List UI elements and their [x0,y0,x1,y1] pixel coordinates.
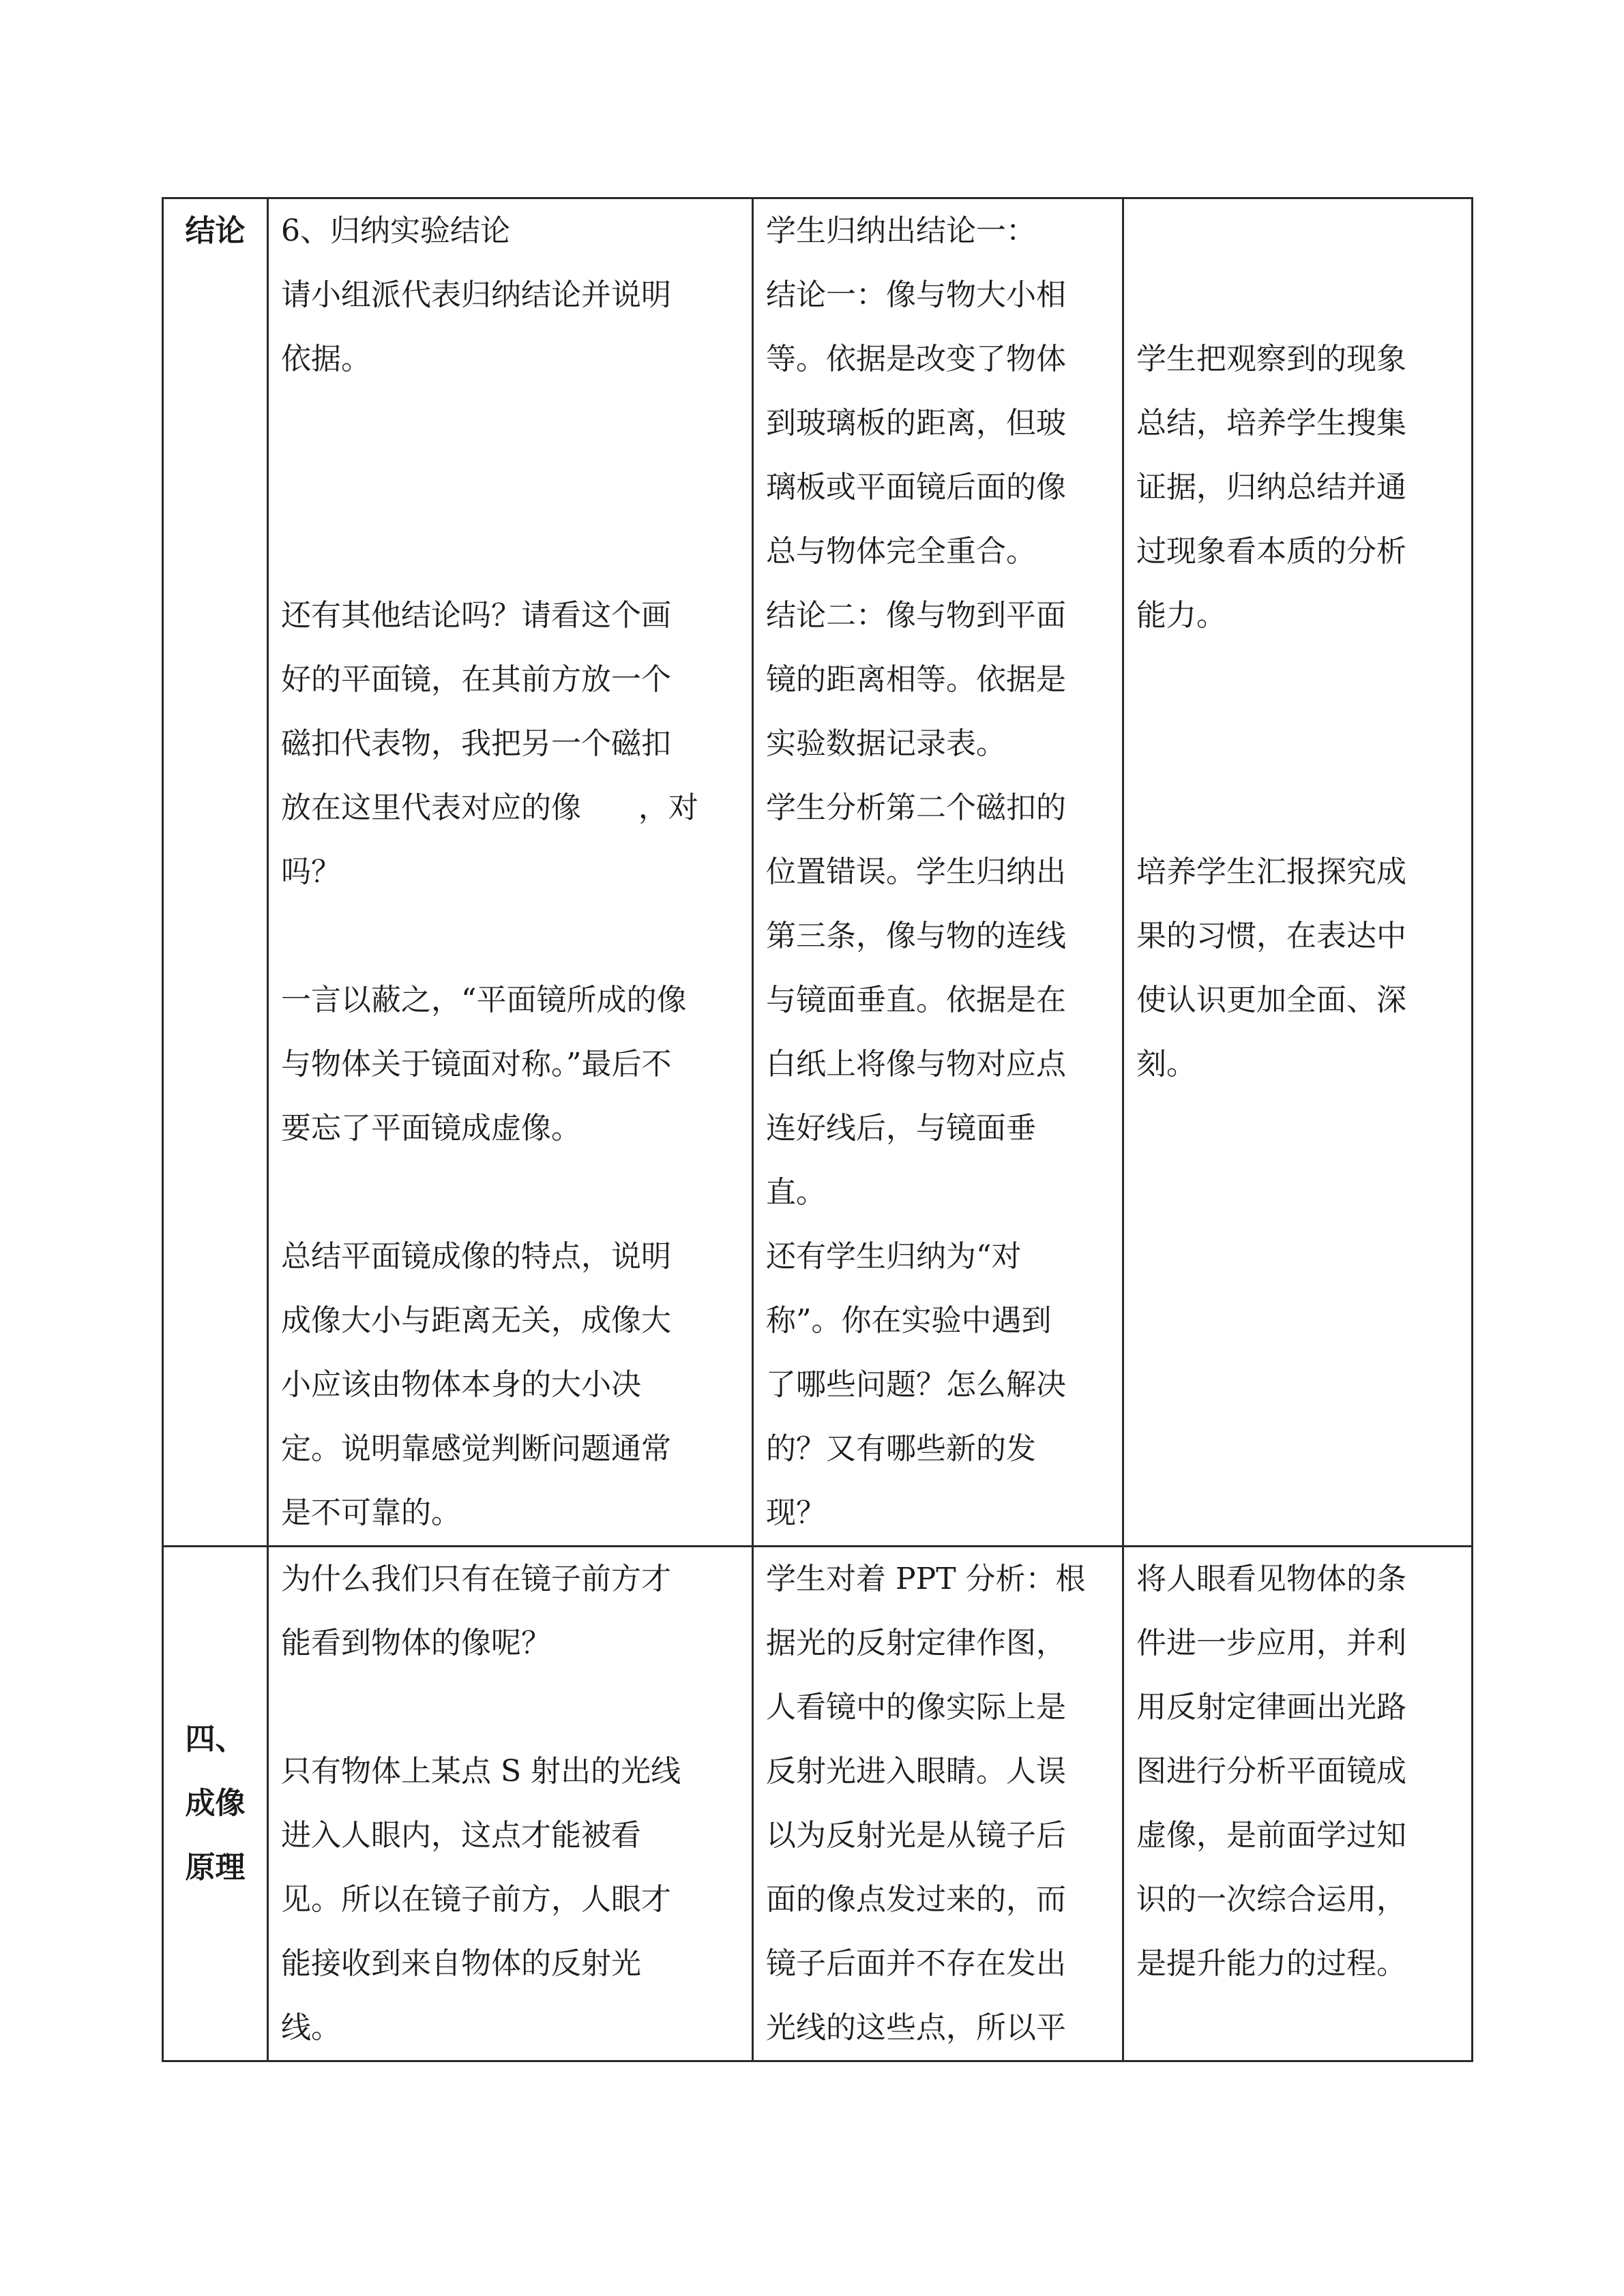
cell-text-line: 只有物体上某点 S 射出的光线 [281,1754,681,1789]
cell-text-line: 结论一：像与物大小相 [766,278,1066,312]
cell-text-line: 依据。 [281,342,371,376]
cell-text-line: 为什么我们只有在镜子前方才 [281,1562,671,1596]
cell-text-line: 虚像，是前面学过知 [1136,1818,1406,1853]
cell-text-line [1136,648,1459,712]
cell-text-line: 要忘了平面镜成虚像。 [281,1111,581,1146]
cell-text-line: 了哪些问题？怎么解决 [766,1367,1066,1402]
cell-text-line: 证据，归纳总结并通 [1136,470,1406,505]
lesson-plan-table [162,197,1473,2062]
cell-text-line: 的？又有哪些新的发 [766,1431,1036,1466]
cell-text-line: 放在这里代表对应的像 ，对 [281,790,698,825]
design-intent-cell [1123,198,1473,1547]
cell-text-line: 实验数据记录表。 [766,726,1006,761]
cell-text-line: 连好线后，与镜面垂 [766,1111,1036,1146]
cell-text-line: 白纸上将像与物对应点 [766,1047,1066,1082]
cell-text-line: 学生分析第二个磁扣的 [766,790,1066,825]
cell-text-line: 原理 [185,1850,246,1885]
section-label-cell [163,198,268,1547]
cell-text-line [281,904,739,968]
cell-text-line [1136,712,1459,776]
cell-text-line: 面的像点发过来的，而 [766,1882,1066,1917]
cell-text-line: 刻。 [1136,1047,1196,1082]
table-row [163,198,1473,1547]
cell-text-line [281,456,739,520]
cell-text-line: 学生归纳出结论一： [766,213,1036,248]
cell-text-line: 反射光进入眼睛。人误 [766,1754,1066,1789]
cell-text-line: 结论 [185,213,246,248]
section-label-cell [163,1547,268,2061]
cell-text-line: 能力。 [1136,598,1226,633]
cell-text-line [1136,776,1459,840]
cell-text-line: 与物体关于镜面对称。”最后不 [281,1047,672,1082]
cell-text-line: 到玻璃板的距离，但玻 [766,406,1066,441]
cell-text-line: 总结平面镜成像的特点，说明 [281,1239,671,1274]
cell-text-line [281,520,739,584]
cell-text-line: 6、归纳实验结论 [281,213,510,248]
cell-text-line: 镜的距离相等。依据是 [766,662,1066,697]
cell-text-line: 第三条，像与物的连线 [766,919,1066,953]
cell-text-line: 使认识更加全面、深 [1136,983,1406,1017]
cell-text-line: 进入人眼内，这点才能被看 [281,1818,641,1853]
cell-text-line: 学生把观察到的现象 [1136,342,1406,376]
cell-text-line: 是提升能力的过程。 [1136,1946,1406,1981]
cell-text-line: 见。所以在镜子前方，人眼才 [281,1882,671,1917]
cell-text-line [1136,263,1459,327]
cell-text-line: 件进一步应用，并利 [1136,1626,1406,1660]
cell-text-line [281,1675,739,1740]
cell-text-line: 磁扣代表物，我把另一个磁扣 [281,726,671,761]
cell-text-line: 定。说明靠感觉判断问题通常 [281,1431,671,1466]
cell-text-line: 光线的这些点，所以平 [766,2010,1066,2045]
cell-text-line: 直。 [766,1175,826,1210]
cell-text-line: 用反射定律画出光路 [1136,1690,1406,1725]
cell-text-line: 能接收到来自物体的反射光 [281,1946,641,1981]
student-activity-cell [753,1547,1123,2061]
table-row [163,1547,1473,2061]
cell-text-line: 现？ [766,1495,826,1530]
cell-text-line: 镜子后面并不存在发出 [766,1946,1066,1981]
cell-text-line [1136,199,1459,263]
cell-text-line: 一言以蔽之，“平面镜所成的像 [281,983,687,1017]
cell-text-line: 是不可靠的。 [281,1495,461,1530]
cell-text-line: 好的平面镜，在其前方放一个 [281,662,671,697]
cell-text-line: 与镜面垂直。依据是在 [766,983,1066,1017]
cell-text-line: 过现象看本质的分析 [1136,534,1406,569]
cell-text-line: 将人眼看见物体的条 [1136,1562,1406,1596]
cell-text-line: 成像大小与距离无关，成像大 [281,1303,671,1338]
cell-text-line: 璃板或平面镜后面的像 [766,470,1066,505]
cell-text-line: 成像 [185,1786,246,1821]
design-intent-cell [1123,1547,1473,2061]
cell-text-line: 果的习惯，在表达中 [1136,919,1406,953]
cell-text-line: 线。 [281,2010,341,2045]
cell-text-line: 总结，培养学生搜集 [1136,406,1406,441]
cell-text-line [281,391,739,456]
cell-text-line: 还有学生归纳为“对 [766,1239,1022,1274]
cell-text-line: 识的一次综合运用， [1136,1882,1406,1917]
cell-text-line: 等。依据是改变了物体 [766,342,1066,376]
cell-text-line: 图进行分析平面镜成 [1136,1754,1406,1789]
cell-text-line: 据光的反射定律作图， [766,1626,1066,1660]
teacher-activity-cell [268,1547,753,2061]
cell-text-line: 吗？ [281,854,341,889]
student-activity-cell [753,198,1123,1547]
cell-text-line: 小应该由物体本身的大小决 [281,1367,641,1402]
cell-text-line: 学生对着 PPT 分析：根 [766,1562,1086,1596]
cell-text-line: 总与物体完全重合。 [766,534,1036,569]
cell-text-line: 还有其他结论吗？请看这个画 [281,598,671,633]
teacher-activity-cell [268,198,753,1547]
cell-text-line: 培养学生汇报探究成 [1136,854,1406,889]
cell-text-line [281,1161,739,1225]
cell-text-line: 以为反射光是从镜子后 [766,1818,1066,1853]
cell-text-line: 结论二：像与物到平面 [766,598,1066,633]
cell-text-line: 请小组派代表归纳结论并说明 [281,278,671,312]
cell-text-line: 称”。你在实验中遇到 [766,1303,1052,1338]
cell-text-line: 人看镜中的像实际上是 [766,1690,1066,1725]
cell-text-line: 位置错误。学生归纳出 [766,854,1066,889]
cell-text-line: 四、 [185,1722,246,1757]
cell-text-line: 能看到物体的像呢？ [281,1626,551,1660]
